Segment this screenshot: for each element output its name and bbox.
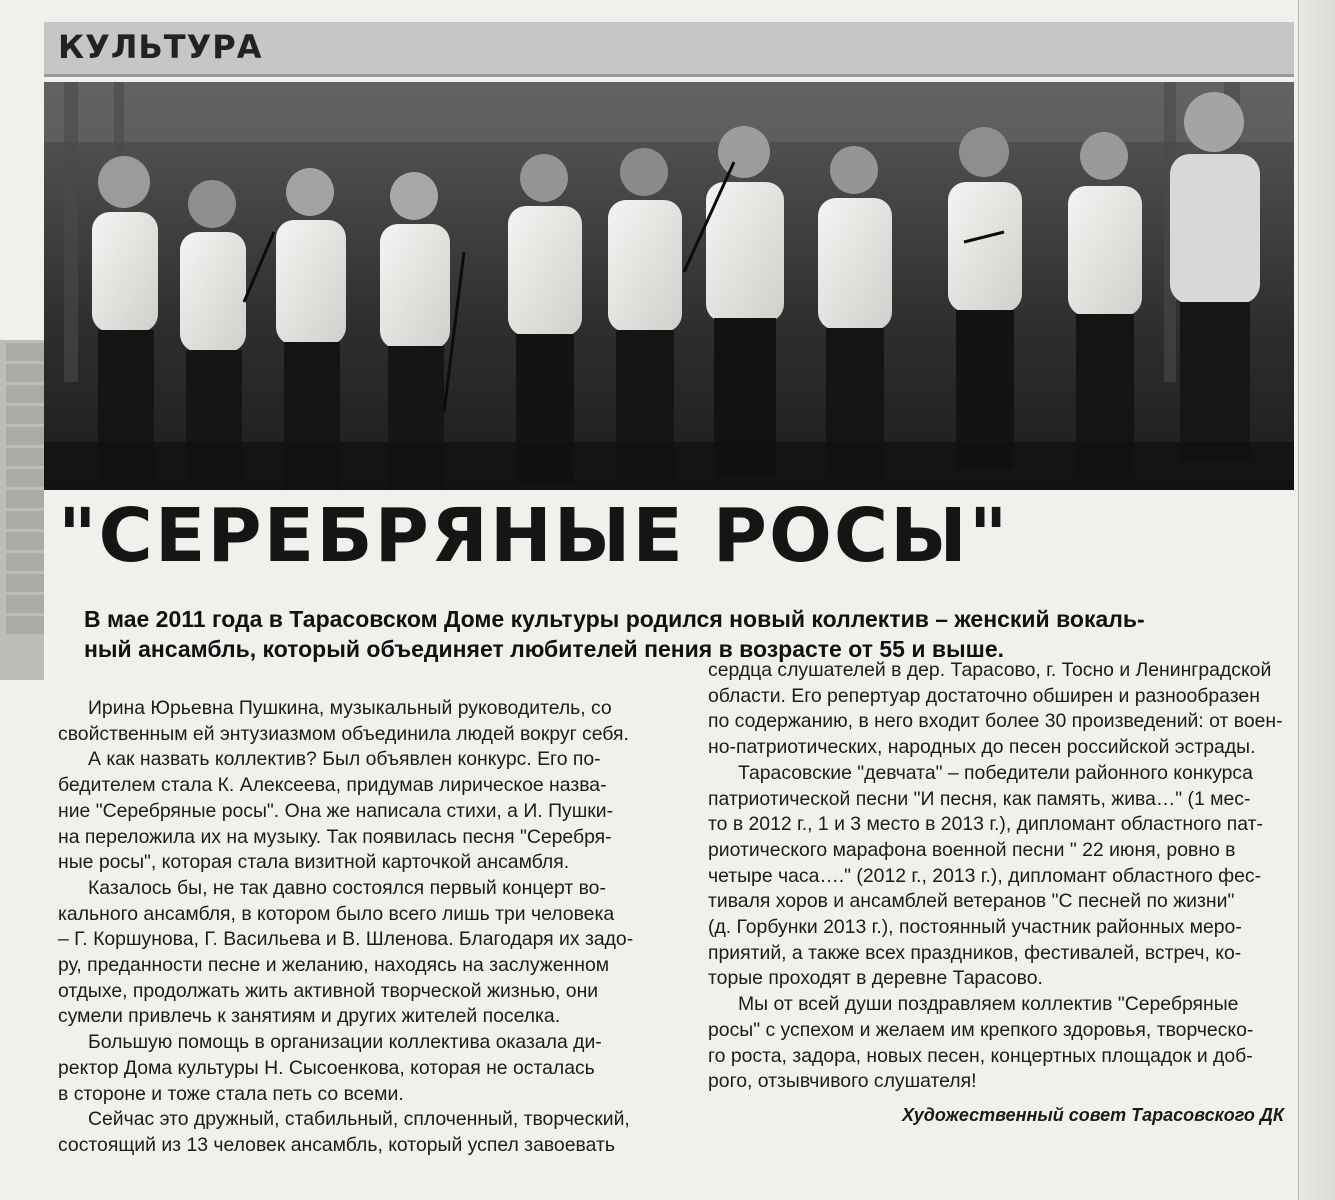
text-line: области. Его репертуар достаточно обширен и разнообразен <box>708 684 1260 707</box>
article-column-left <box>58 696 698 1159</box>
text-line: по содержанию, в него входит более 30 произведений: от воен- <box>708 710 1283 733</box>
text-line: – Г. Коршунова, Г. Васильева и В. Шленова. Благодаря их задо- <box>58 928 634 951</box>
text-line: кального ансамбля, в котором было всего лишь три человека <box>58 902 615 925</box>
text-line: но-патриотических, народных до песен российской эстрады. <box>708 736 1256 759</box>
text-line: Большую помощь в организации коллектива оказала ди- <box>88 1031 602 1054</box>
text-line: Ирина Юрьевна Пушкина, музыкальный руководитель, со <box>88 697 612 719</box>
adjacent-column-fragment <box>0 340 44 680</box>
text-line: А как назвать коллектив? Был объявлен конкурс. Его по- <box>88 748 601 771</box>
text-line: ные росы", которая стала визитной карточкой ансамбля. <box>58 851 570 874</box>
text-line: отдыхе, продолжать жить активной творческой жизнью, они <box>58 979 599 1002</box>
text-line: торые проходят в деревне Тарасово. <box>708 967 1043 990</box>
text-line: сумели привлечь к занятиям и других жителей поселка. <box>58 1005 561 1028</box>
text-line: ние "Серебряные росы". Она же написала стихи, а И. Пушки- <box>58 799 614 822</box>
ensemble-photo <box>44 82 1294 490</box>
section-label: КУЛЬТУРА <box>58 28 263 66</box>
photo-illustration <box>44 82 1294 490</box>
text-line: риотического марафона военной песни " 22 июня, ровно в <box>708 838 1236 861</box>
text-line: го роста, задора, новых песен, концертных площадок и доб- <box>708 1044 1253 1067</box>
lead-line: ный ансамбль, который объединяет любителей пения в возрасте от 55 и выше. <box>84 636 1004 662</box>
text-line: приятий, а также всех праздников, фестивалей, встреч, ко- <box>708 941 1242 964</box>
text-line: ректор Дома культуры Н. Сысоенкова, которая не осталась <box>58 1056 595 1079</box>
text-line: Казалось бы, не так давно состоялся первый концерт во- <box>88 876 606 899</box>
text-line: рого, отзывчивого слушателя! <box>708 1070 977 1093</box>
text-line: сердца слушателей в дер. Тарасово, г. Тосно и Ленинградской <box>708 659 1272 681</box>
text-line: патриотической песни "И песня, как память, жива…" (1 мес- <box>708 787 1251 810</box>
text-line: в стороне и тоже стала петь со всеми. <box>58 1082 404 1105</box>
article-lead <box>84 604 1334 664</box>
article-signature: Художественный совет Тарасовского ДК <box>902 1105 1284 1125</box>
text-line: состоящий из 13 человек ансамбль, который успел завоевать <box>58 1133 615 1156</box>
text-line: (д. Горбунки 2013 г.), постоянный участник районных меро- <box>708 916 1242 939</box>
article-column-right <box>708 658 1328 1095</box>
text-line: на переложила их на музыку. Так появилась песня "Серебря- <box>58 825 612 848</box>
text-line: Сейчас это дружный, стабильный, сплоченный, творческий, <box>88 1108 630 1131</box>
text-line: тиваля хоров и ансамблей ветеранов "С песней по жизни" <box>708 890 1235 913</box>
text-line: росы" с успехом и желаем им крепкого здоровья, творческо- <box>708 1018 1254 1041</box>
text-line: то в 2012 г., 1 и 3 место в 2013 г.), дипломант областного пат- <box>708 813 1263 836</box>
text-line: Тарасовские "девчата" – победители районного конкурса <box>738 761 1253 784</box>
text-line: четыре часа…." (2012 г., 2013 г.), дипломант областного фес- <box>708 864 1262 887</box>
lead-line: В мае 2011 года в Тарасовском Доме культуры родился новый коллектив – женский вокаль- <box>84 606 1145 632</box>
article-headline: "СЕРЕБРЯНЫЕ РОСЫ" <box>58 493 1010 579</box>
text-line: Мы от всей души поздравляем коллектив "Серебряные <box>738 993 1239 1016</box>
text-line: бедителем стала К. Алексеева, придумав лирическое назва- <box>58 774 607 797</box>
text-line: ру, преданности песне и желанию, находясь на заслуженном <box>58 954 610 977</box>
text-line: свойственным ей энтузиазмом объединила людей вокруг себя. <box>58 722 629 745</box>
section-header <box>44 22 1294 77</box>
